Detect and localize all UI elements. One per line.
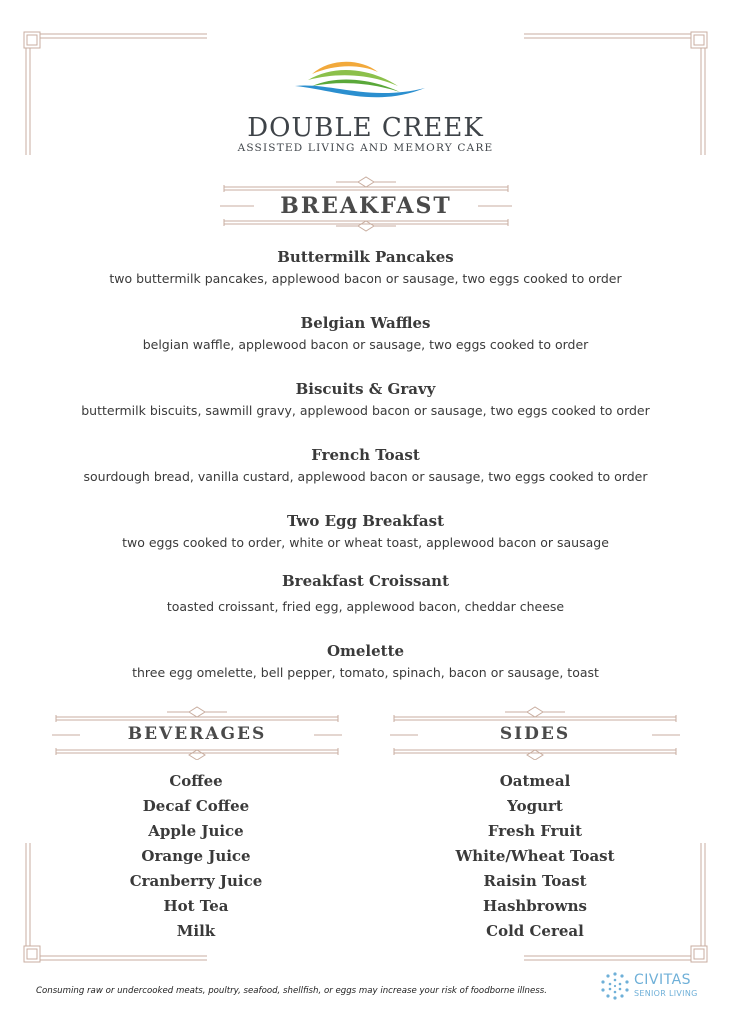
menu-item-desc: two buttermilk pancakes, applewood bacon or sausage, two eggs cooked to order xyxy=(109,271,622,286)
menu-item-name: Omelette xyxy=(326,642,405,660)
list-item: Cold Cereal xyxy=(486,922,584,940)
menu-item-desc: buttermilk biscuits, sawmill gravy, applewood bacon or sausage, two eggs cooked to order xyxy=(81,403,650,418)
menu-item-desc: two eggs cooked to order, white or wheat toast, applewood bacon or sausage xyxy=(122,535,609,550)
civitas-brand-name: CIVITAS xyxy=(634,972,692,988)
menu-item-desc: three egg omelette, bell pepper, tomato, spinach, bacon or sausage, toast xyxy=(132,665,599,680)
menu-item-desc: sourdough bread, vanilla custard, applewood bacon or sausage, two eggs cooked to order xyxy=(83,469,648,484)
menu-item-desc: toasted croissant, fried egg, applewood bacon, cheddar cheese xyxy=(166,599,565,614)
sides-heading: SIDES xyxy=(499,724,571,744)
civitas-brand-sub: SENIOR LIVING xyxy=(634,989,698,998)
list-item: Apple Juice xyxy=(148,822,244,840)
list-item: Raisin Toast xyxy=(483,872,587,890)
food-safety-disclaimer: Consuming raw or undercooked meats, poultry, seafood, shellfish, or eggs may increase your risk of foodborne illness. xyxy=(36,986,547,996)
list-item: Hot Tea xyxy=(163,897,229,915)
civitas-logo-icon xyxy=(598,970,632,1002)
brand-tagline: ASSISTED LIVING AND MEMORY CARE xyxy=(237,142,494,154)
double-creek-logo-icon xyxy=(290,56,430,106)
list-item: Oatmeal xyxy=(499,772,571,790)
list-item: Yogurt xyxy=(507,797,563,815)
menu-item-name: French Toast xyxy=(311,446,420,464)
list-item: Cranberry Juice xyxy=(129,872,263,890)
list-item: Orange Juice xyxy=(141,847,251,865)
list-item: Coffee xyxy=(169,772,223,790)
list-item: Fresh Fruit xyxy=(487,822,583,840)
list-item: White/Wheat Toast xyxy=(455,847,615,865)
list-item: Hashbrowns xyxy=(483,897,587,915)
sides-list xyxy=(415,769,655,944)
beverages-list xyxy=(76,769,316,944)
brand-name: DOUBLE CREEK xyxy=(247,113,484,143)
breakfast-heading: BREAKFAST xyxy=(280,193,452,219)
menu-item-name: Breakfast Croissant xyxy=(282,572,449,590)
menu-item-name: Belgian Waffles xyxy=(300,314,431,332)
menu-item-name: Biscuits & Gravy xyxy=(295,380,436,398)
menu-item-name: Two Egg Breakfast xyxy=(286,512,445,530)
list-item: Decaf Coffee xyxy=(142,797,250,815)
list-item: Milk xyxy=(176,922,216,940)
menu-item-name: Buttermilk Pancakes xyxy=(277,248,454,266)
beverages-heading: BEVERAGES xyxy=(127,724,267,744)
menu-item-desc: belgian waffle, applewood bacon or sausage, two eggs cooked to order xyxy=(142,337,589,352)
